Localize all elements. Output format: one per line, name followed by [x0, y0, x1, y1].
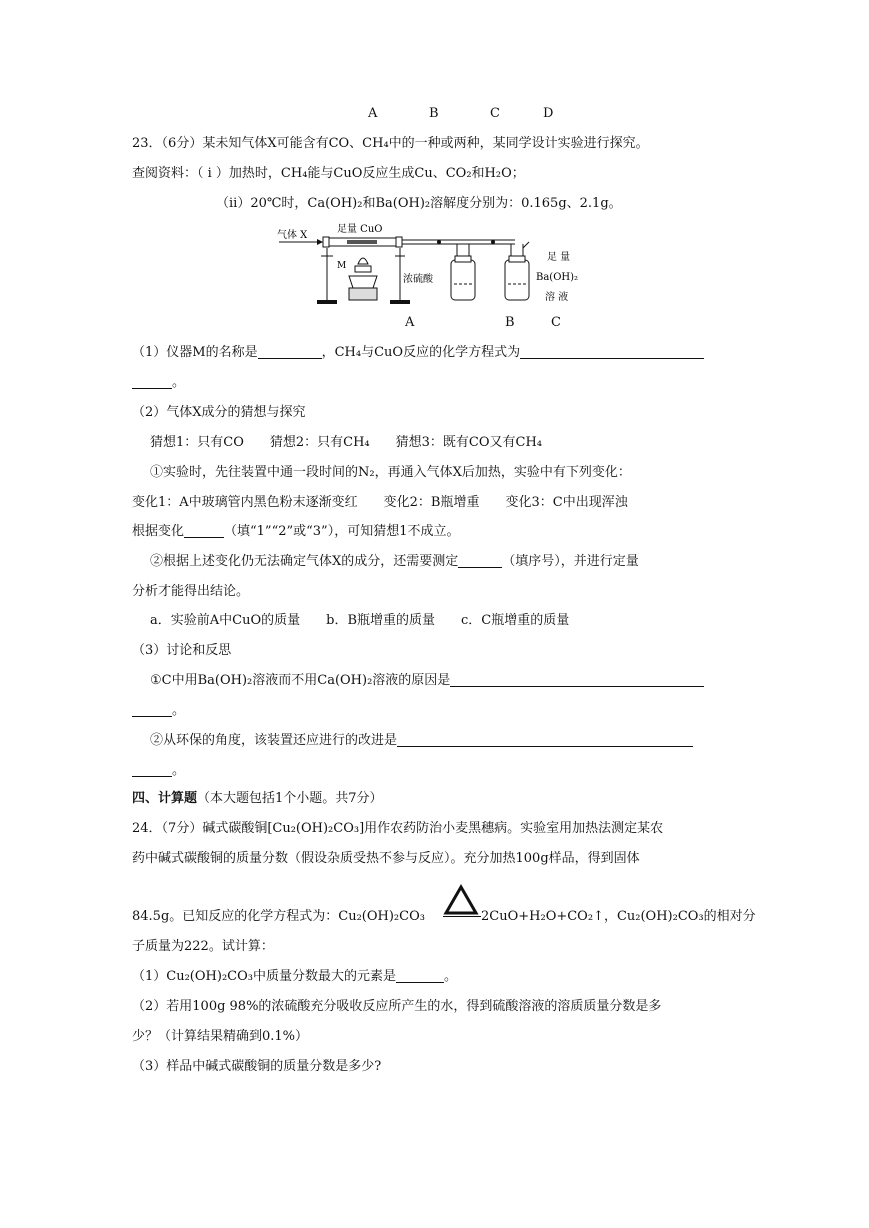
q24-line-3a: 84.5g。已知反应的化学方程式为：Cu₂(OH)₂CO₃ — [132, 909, 425, 924]
q23-step2-text-b: （填序号），并进行定量 — [502, 554, 639, 569]
answer-blank[interactable] — [132, 762, 172, 777]
q23-reflect-1-text: ①C中用Ba(OH)₂溶液而不用Ca(OH)₂溶液的原因是 — [150, 673, 451, 688]
period: 。 — [443, 969, 457, 984]
cuo-label: 足量 CuO — [337, 224, 383, 235]
apparatus-diagram — [265, 220, 595, 332]
equation-line — [443, 916, 481, 917]
q24-sub2: （2）若用100g 98%的浓硫酸充分吸收反应所产生的水，得到硫酸溶液的溶质质量分数是多 — [132, 999, 662, 1014]
q23-part1-cont — [132, 373, 185, 393]
m-label: M — [337, 261, 347, 271]
q23-reflect-2-text: ②从环保的角度，该装置还应进行的改进是 — [150, 733, 398, 748]
q23-step2-text-a: ②根据上述变化仍无法确定气体X的成分，还需要测定 — [150, 554, 459, 569]
answer-blank[interactable] — [520, 344, 704, 359]
q23-reference-2: （ii）20℃时，Ca(OH)₂和Ba(OH)₂溶解度分别为：0.165g、2.1g。 — [216, 196, 622, 211]
answer-blank[interactable] — [184, 523, 224, 538]
answer-blank[interactable] — [132, 702, 172, 717]
q24-line-3b: 2CuO+H₂O+CO₂↑，Cu₂(OH)₂CO₃的相对分 — [481, 909, 756, 924]
q23-part1-text-b: ，CH₄与CuO反应的化学方程式为 — [321, 345, 521, 360]
q24-sub3: （3）样品中碱式碳酸铜的质量分数是多少? — [132, 1059, 382, 1074]
baoh-label-3: 溶 液 — [545, 292, 569, 303]
fig-label-b: B — [505, 315, 515, 330]
answer-blank[interactable] — [396, 968, 444, 983]
q24-sub1 — [132, 967, 457, 987]
section-4-title: 四、计算题 — [132, 791, 198, 806]
period: 。 — [172, 763, 186, 778]
q23-part3: （3）讨论和反思 — [132, 643, 232, 658]
q23-part1-text-a: （1）仪器M的名称是 — [132, 345, 258, 360]
q24-line-1: 24．（7分）碱式碳酸铜[Cu₂(OH)₂CO₃]用作农药防治小麦黑穗病。实验室用加热法测定某农 — [132, 821, 664, 836]
section-4-note: （本大题包括1个小题。共7分） — [197, 791, 383, 806]
q23-part2: （2）气体X成分的猜想与探究 — [132, 405, 306, 420]
section-4-heading — [132, 789, 383, 809]
baoh-label-2: Ba(OH)₂ — [536, 272, 579, 283]
option-a: A — [368, 106, 378, 121]
q24-sub1-text: （1）Cu₂(OH)₂CO₃中质量分数最大的元素是 — [132, 969, 396, 984]
q23-guesses: 猜想1：只有CO 猜想2：只有CH₄ 猜想3：既有CO又有CH₄ — [150, 435, 543, 450]
q23-judge-text-b: （填“1”“2”或“3”），可知猜想1不成立。 — [224, 524, 460, 539]
q23-step2-cont: 分析才能得出结论。 — [132, 584, 250, 599]
answer-blank[interactable] — [450, 672, 704, 687]
answer-blank[interactable] — [258, 344, 322, 359]
q23-options: a．实验前A中CuO的质量 b．B瓶增重的质量 c．C瓶增重的质量 — [150, 613, 570, 628]
q23-reflect-2-cont — [132, 761, 185, 781]
baoh-label-1: 足 量 — [547, 252, 571, 263]
q23-step2 — [150, 552, 639, 572]
q23-reference-1: 查阅资料：（ i ）加热时，CH₄能与CuO反应生成Cu、CO₂和H₂O； — [132, 166, 525, 181]
q23-judge-text-a: 根据变化 — [132, 524, 185, 539]
q23-changes: 变化1：A中玻璃管内黑色粉末逐渐变红 变化2：B瓶增重 变化3：C中出现浑浊 — [132, 495, 628, 510]
q23-reflect-1-cont — [132, 701, 185, 721]
q23-reflect-2 — [150, 731, 693, 751]
option-b: B — [429, 106, 439, 121]
answer-blank[interactable] — [132, 374, 172, 389]
q23-step1: ①实验时，先往装置中通一段时间的N₂，再通入气体X后加热，实验中有下列变化： — [150, 465, 631, 480]
gas-x-label: 气体 X — [277, 230, 308, 241]
q23-header: 23．（6分）某未知气体X可能含有CO、CH₄中的一种或两种，某同学设计实验进行探究。 — [132, 136, 649, 151]
option-d: D — [543, 106, 554, 121]
q23-judge — [132, 522, 459, 542]
acid-label: 浓硫酸 — [403, 274, 433, 285]
fig-label-a: A — [405, 315, 415, 330]
answer-blank[interactable] — [458, 553, 502, 568]
q23-part1 — [132, 343, 704, 363]
q24-sub2-cont: 少？（计算结果精确到0.1%） — [132, 1029, 309, 1044]
q24-line-4: 子质量为222。试计算： — [132, 939, 274, 954]
option-c: C — [490, 106, 500, 121]
answer-blank[interactable] — [397, 732, 693, 747]
period: 。 — [172, 703, 186, 718]
q24-line-2: 药中碱式碳酸铜的质量分数（假设杂质受热不参与反应）。充分加热100g样品，得到固体 — [132, 851, 640, 866]
fig-label-c: C — [551, 315, 561, 330]
period: 。 — [172, 375, 186, 390]
heating-triangle-icon — [443, 884, 479, 916]
q23-reflect-1 — [150, 671, 704, 691]
